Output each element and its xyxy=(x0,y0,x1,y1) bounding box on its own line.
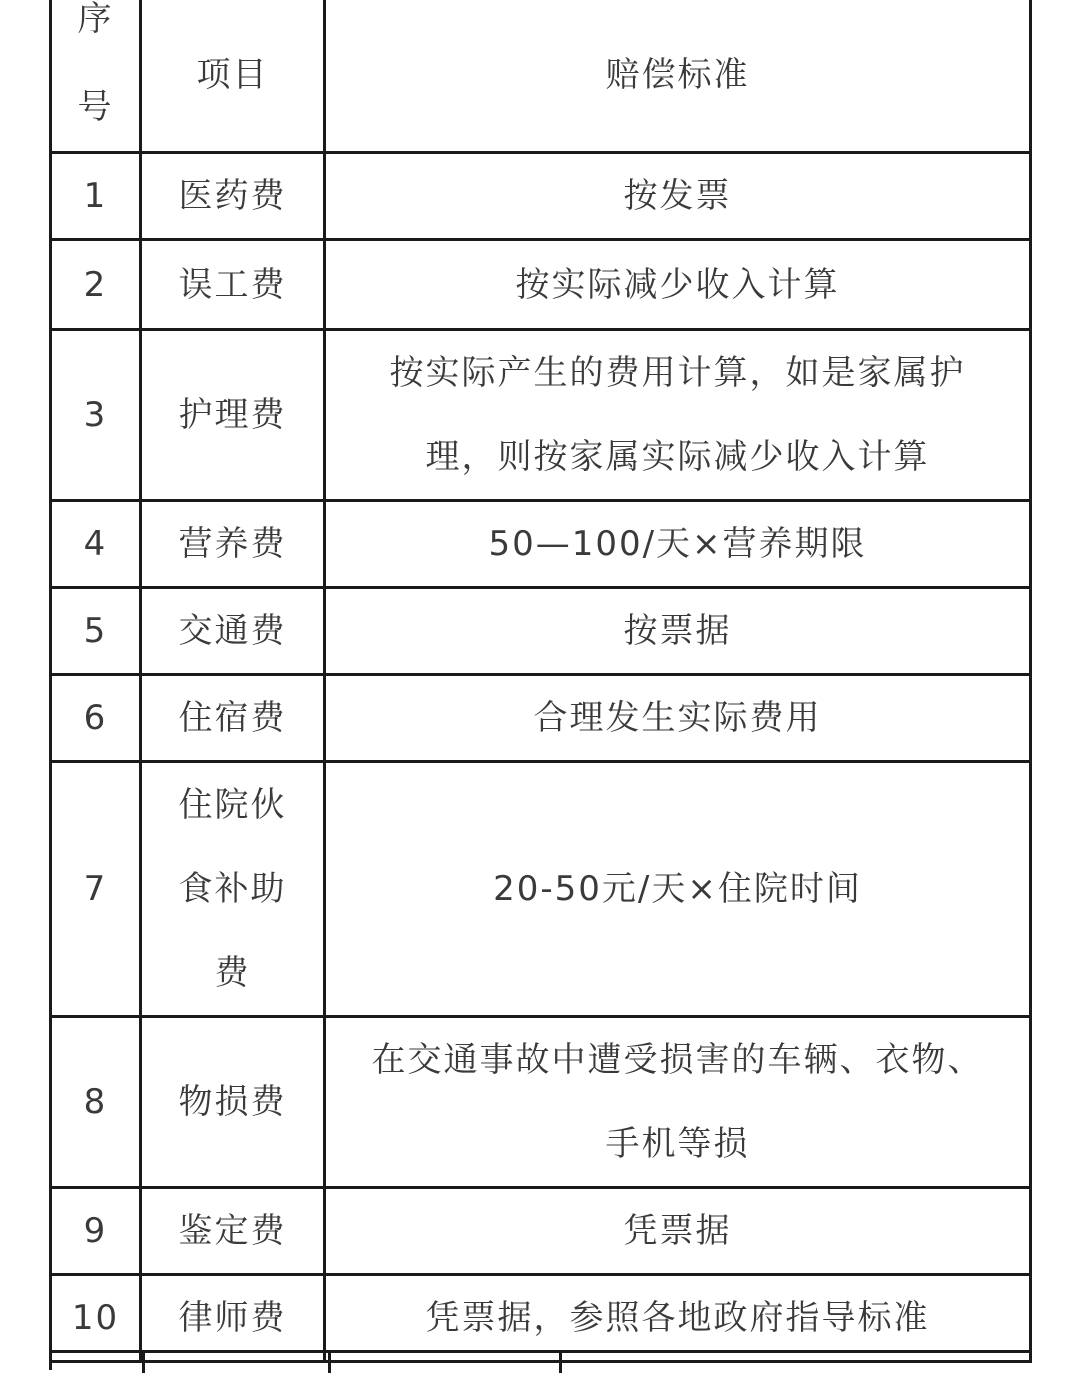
row-standard: 凭票据 xyxy=(325,1188,1031,1275)
row-standard: 按发票 xyxy=(325,153,1031,240)
row-number: 4 xyxy=(51,501,141,588)
table-row xyxy=(51,1017,1031,1188)
row-number: 2 xyxy=(51,240,141,330)
divider xyxy=(559,1353,562,1373)
row-item: 护理费 xyxy=(141,330,325,501)
row-number: 10 xyxy=(51,1275,141,1362)
row-item: 物损费 xyxy=(141,1017,325,1188)
row-standard: 合理发生实际费用 xyxy=(325,675,1031,762)
table-row xyxy=(51,153,1031,240)
row-standard: 按票据 xyxy=(325,588,1031,675)
row-standard: 20-50元/天×住院时间 xyxy=(325,762,1031,1017)
table-row xyxy=(51,675,1031,762)
row-standard: 50—100/天×营养期限 xyxy=(325,501,1031,588)
table-row xyxy=(51,330,1031,501)
table-row xyxy=(51,1188,1031,1275)
row-item: 医药费 xyxy=(141,153,325,240)
table-row xyxy=(51,501,1031,588)
row-standard: 凭票据，参照各地政府指导标准 xyxy=(325,1275,1031,1362)
row-item-text: 住院伙食补助费 xyxy=(178,785,287,993)
row-number: 9 xyxy=(51,1188,141,1275)
table-row xyxy=(51,240,1031,330)
header-item: 项目 xyxy=(141,0,325,153)
row-item: 营养费 xyxy=(141,501,325,588)
table-row xyxy=(51,1275,1031,1362)
row-number: 1 xyxy=(51,153,141,240)
header-number-line2: 号 xyxy=(77,87,114,127)
table-header-row xyxy=(51,0,1031,153)
row-number: 7 xyxy=(51,762,141,1017)
row-item: 误工费 xyxy=(141,240,325,330)
row-standard: 按实际减少收入计算 xyxy=(325,240,1031,330)
row-number: 3 xyxy=(51,330,141,501)
divider xyxy=(142,1353,145,1373)
table-row xyxy=(51,588,1031,675)
header-number-line1: 序 xyxy=(77,0,114,39)
divider xyxy=(328,1353,331,1373)
row-item: 住宿费 xyxy=(141,675,325,762)
row-item: 律师费 xyxy=(141,1275,325,1362)
row-standard-text: 按实际产生的费用计算，如是家属护理，则按家属实际减少收入计算 xyxy=(389,353,966,477)
row-standard-text: 在交通事故中遭受损害的车辆、衣物、手机等损 xyxy=(371,1040,984,1164)
row-number: 8 xyxy=(51,1017,141,1188)
header-number xyxy=(51,0,141,153)
row-item: 鉴定费 xyxy=(141,1188,325,1275)
row-item: 交通费 xyxy=(141,588,325,675)
row-standard xyxy=(325,330,1031,501)
row-item xyxy=(141,762,325,1017)
next-row-edge xyxy=(49,1350,1032,1370)
compensation-table xyxy=(49,0,1032,1363)
row-number: 5 xyxy=(51,588,141,675)
header-standard: 赔偿标准 xyxy=(325,0,1031,153)
row-number: 6 xyxy=(51,675,141,762)
row-standard xyxy=(325,1017,1031,1188)
table-row xyxy=(51,762,1031,1017)
